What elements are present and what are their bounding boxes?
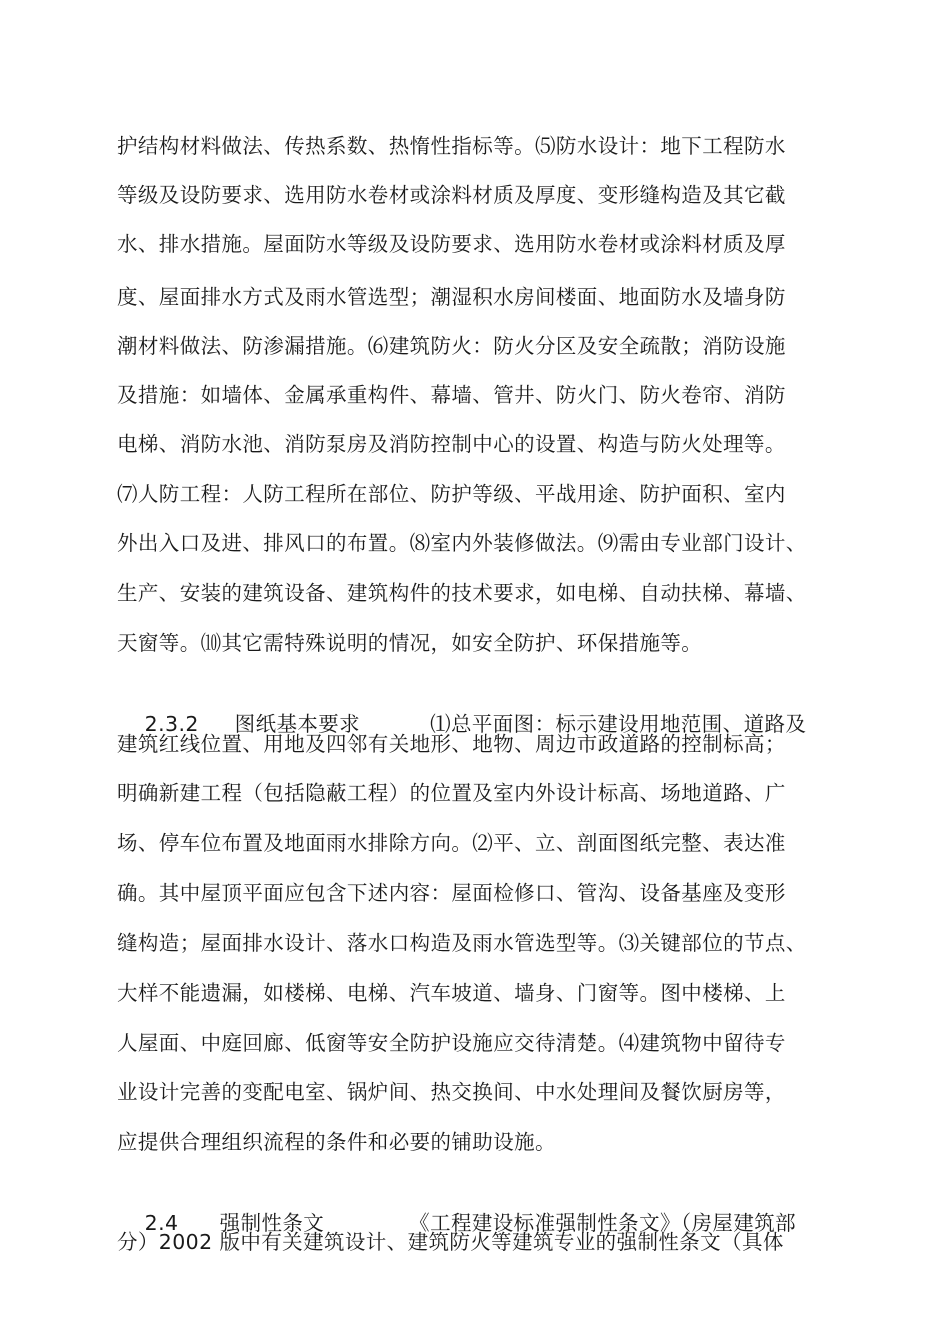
- section-title: 强制性条文: [219, 1211, 325, 1235]
- paragraph-line: 建筑红线位置、用地及四邻有关地形、地物、周边市政道路的控制标高；: [117, 732, 786, 756]
- section-title: 图纸基本要求: [234, 712, 361, 736]
- section-first-line: 《工程建设标准强制性条文》（房屋建筑部: [409, 1211, 797, 1235]
- paragraph-line: ⑺人防工程：人防工程所在部位、防护等级、平战用途、防护面积、室内: [117, 482, 786, 506]
- paragraph-line: 等级及设防要求、选用防水卷材或涂料材质及厚度、变形缝构造及其它截: [117, 183, 786, 207]
- paragraph-line: 护结构材料做法、传热系数、热惰性指标等。⑸防水设计：地下工程防水: [117, 134, 786, 158]
- paragraph-line: 大样不能遗漏，如楼梯、电梯、汽车坡道、墙身、门窗等。图中楼梯、上: [117, 981, 786, 1005]
- section-number: 2.3.2: [144, 712, 199, 736]
- paragraph-line: 业设计完善的变配电室、锅炉间、热交换间、中水处理间及餐饮厨房等，: [117, 1080, 786, 1104]
- paragraph-line: 应提供合理组织流程的条件和必要的铺助设施。: [117, 1130, 556, 1154]
- paragraph-line: 明确新建工程（包括隐蔽工程）的位置及室内外设计标高、场地道路、广: [117, 781, 786, 805]
- paragraph-line: 及措施：如墙体、金属承重构件、幕墙、管井、防火门、防火卷帘、消防: [117, 383, 786, 407]
- paragraph-line: 外出入口及进、排风口的布置。⑻室内外装修做法。⑼需由专业部门设计、: [117, 531, 807, 555]
- paragraph-line: 确。其中屋顶平面应包含下述内容：屋面检修口、管沟、设备基座及变形: [117, 881, 786, 905]
- paragraph-line: 缝构造；屋面排水设计、落水口构造及雨水管选型等。⑶关键部位的节点、: [117, 931, 807, 955]
- paragraph-line: 分）2002 版中有关建筑设计、建筑防火等建筑专业的强制性条文（具体: [117, 1230, 784, 1254]
- paragraph-line: 生产、安装的建筑设备、建筑构件的技术要求，如电梯、自动扶梯、幕墙、: [117, 581, 807, 605]
- paragraph-line: 天窗等。⑽其它需特殊说明的情况，如安全防护、环保措施等。: [117, 631, 703, 655]
- paragraph-line: 电梯、消防水池、消防泵房及消防控制中心的设置、构造与防火处理等。: [117, 432, 786, 456]
- paragraph-line: 水、排水措施。屋面防水等级及设防要求、选用防水卷材或涂料材质及厚: [117, 232, 786, 256]
- section-number: 2.4: [144, 1211, 179, 1235]
- paragraph-line: 人屋面、中庭回廊、低窗等安全防护设施应交待清楚。⑷建筑物中留待专: [117, 1031, 786, 1055]
- paragraph-line: 度、屋面排水方式及雨水管选型；潮湿积水房间楼面、地面防水及墙身防: [117, 285, 786, 309]
- section-first-line: ⑴总平面图：标示建设用地范围、道路及: [430, 712, 807, 736]
- paragraph-line: 场、停车位布置及地面雨水排除方向。⑵平、立、剖面图纸完整、表达准: [117, 831, 786, 855]
- paragraph-line: 潮材料做法、防渗漏措施。⑹建筑防火：防火分区及安全疏散；消防设施: [117, 334, 786, 358]
